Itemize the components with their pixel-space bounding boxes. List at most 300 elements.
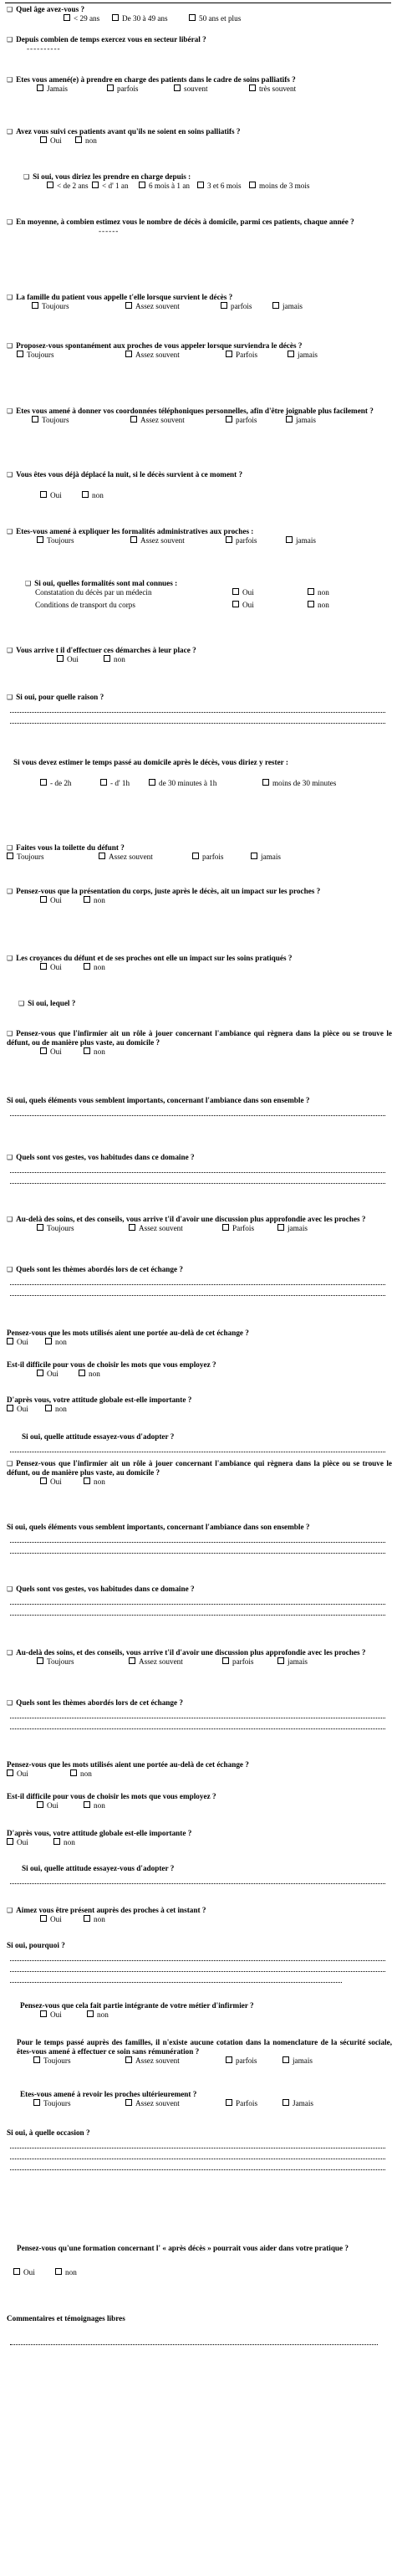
question-text: ❑ Les croyances du défunt et de ses proches ont elle un impact sur les soins pratiqués ? (7, 954, 392, 963)
option: jamais (277, 1224, 308, 1233)
question-years-liberal (0, 35, 397, 54)
question-text: ❑ Etes-vous amené à expliquer les formalités administratives aux proches : (7, 527, 392, 536)
option: < de 2 ans (47, 182, 89, 191)
question-text: ❑ Etes vous amené à donner vos coordonnées téléphoniques personnelles, afin d'être joignable plus facilement ? (7, 407, 392, 416)
question-text: Pour le temps passé auprès des familles, il n'existe aucune cotation dans la nomenclature de la sécurité sociale, êtes-vous amené à effectuer ce soin sans rémunération ? (17, 2038, 392, 2056)
checkbox[interactable] (40, 779, 47, 786)
question-ambiance-elements-1 (0, 1096, 397, 1116)
options-row (7, 14, 392, 23)
checkbox[interactable] (40, 1915, 47, 1922)
checkbox[interactable] (75, 136, 82, 143)
option: parfois (222, 1657, 254, 1667)
answer-line[interactable] (10, 1162, 385, 1173)
question-part-of-job (0, 2001, 397, 2020)
option: non (308, 601, 329, 610)
question-text: Si oui, quelle attitude essayez-vous d'adopter ? (22, 1864, 175, 1872)
answer-line[interactable] (10, 1950, 385, 1961)
question-ambiance-elements-2 (0, 1523, 397, 1554)
checkbox[interactable] (189, 14, 196, 21)
question-text: Si oui, pourquoi ? (7, 1941, 65, 1949)
checkbox[interactable] (33, 2056, 40, 2063)
option: Assez souvent (99, 853, 153, 862)
option: Toujours (7, 853, 44, 862)
option: Assez souvent (130, 416, 185, 425)
question-words-impact-2 (0, 1760, 397, 1779)
checkbox[interactable] (125, 2099, 132, 2106)
question-time-spent (0, 758, 397, 788)
option: Toujours (33, 2056, 71, 2066)
question-deaths-per-year (0, 218, 397, 236)
option: jamais (288, 351, 318, 360)
subrow-2 (35, 601, 392, 610)
checkbox[interactable] (112, 14, 119, 21)
option: - de 2h (40, 779, 72, 788)
option: non (82, 491, 104, 500)
option: jamais (277, 1657, 308, 1667)
question-beliefs-impact (0, 954, 397, 972)
option: non (84, 896, 105, 905)
option: Toujours (37, 1657, 74, 1667)
checkbox[interactable] (130, 416, 137, 423)
question-attitude-adopt-2 (0, 1864, 397, 1884)
question-text: ❑ Depuis combien de temps exercez vous en secteur libéral ? (7, 35, 392, 44)
question-text: ❑ Etes vous amené(e) à prendre en charge des patients dans le cadre de soins palliatifs ? (7, 75, 392, 85)
answer-line[interactable] (10, 1605, 385, 1616)
question-age (0, 5, 397, 23)
checkbox[interactable] (82, 491, 89, 498)
checkbox[interactable] (7, 1338, 13, 1344)
option: 6 mois à 1 an (139, 182, 190, 191)
option: Oui (7, 1769, 28, 1779)
option: de 30 minutes à 1h (149, 779, 216, 788)
options-row (7, 2268, 392, 2277)
checkbox[interactable] (232, 601, 239, 607)
question-deeper-discussion-1 (0, 1215, 397, 1233)
checkbox[interactable] (125, 351, 132, 357)
checkbox[interactable] (7, 1838, 13, 1845)
options-row (7, 1769, 392, 1779)
checkbox[interactable] (45, 1338, 52, 1344)
question-themes-1 (0, 1265, 397, 1296)
question-ambiance-role-1 (0, 1029, 397, 1057)
option: Toujours (32, 302, 69, 311)
question-attitude-important-2 (0, 1829, 397, 1847)
answer-line[interactable] (10, 2148, 385, 2159)
option: Toujours (37, 536, 74, 545)
checkbox[interactable] (226, 2056, 232, 2063)
option: Oui (37, 1801, 59, 1810)
options-row (7, 2099, 392, 2108)
options-row (7, 1338, 392, 1347)
question-text: Pensez-vous que cela fait partie intégrante de votre métier d'infirmier ? (20, 2001, 254, 2010)
options-row (7, 2056, 392, 2066)
subrow-1 (35, 588, 392, 597)
question-gestures-2 (0, 1585, 397, 1616)
checkbox[interactable] (192, 853, 199, 859)
question-text: ❑ Vous arrive t il d'effectuer ces démarches à leur place ? (7, 646, 392, 655)
answer-line[interactable] (10, 1708, 385, 1718)
checkbox[interactable] (286, 416, 293, 423)
option: non (53, 1838, 75, 1847)
checkbox[interactable] (45, 1405, 52, 1411)
checkbox[interactable] (226, 351, 232, 357)
checkbox[interactable] (232, 588, 239, 595)
option: Oui (40, 963, 62, 972)
checkbox[interactable] (251, 853, 257, 859)
options-row (7, 655, 392, 664)
checkbox[interactable] (149, 779, 155, 786)
option: - d' 1h (100, 779, 130, 788)
option: non (55, 2268, 77, 2277)
option: non (45, 1405, 67, 1414)
checkbox[interactable] (40, 136, 47, 143)
checkbox[interactable] (17, 351, 23, 357)
question-text: ❑ Quels sont vos gestes, vos habitudes dans ce domaine ? (7, 1153, 392, 1162)
question-do-procedures (0, 646, 397, 664)
question-phone-coordinates (0, 407, 397, 425)
answer-line[interactable] (10, 2159, 385, 2170)
option: Oui (40, 136, 62, 146)
option: 3 et 6 mois (197, 182, 242, 191)
options-row (7, 1370, 392, 1379)
option: non (70, 1769, 92, 1779)
answer-line[interactable] (10, 1961, 385, 1972)
checkbox[interactable] (104, 655, 110, 662)
answer-line[interactable] (10, 1274, 385, 1285)
options-row (7, 136, 392, 146)
question-text: Si oui, quels éléments vous semblent importants, concernant l'ambiance dans son ensemble ? (7, 1523, 310, 1531)
answer-line[interactable] (10, 2138, 385, 2148)
checkbox[interactable] (286, 536, 293, 543)
options-row (7, 85, 392, 94)
option: Parfois (226, 2099, 257, 2108)
checkbox[interactable] (129, 1657, 135, 1664)
checkbox[interactable] (37, 1657, 43, 1664)
option: Oui (232, 588, 254, 597)
checkbox[interactable] (277, 1224, 284, 1231)
option: jamais (272, 302, 303, 311)
option: Toujours (32, 416, 69, 425)
option: non (84, 1477, 105, 1487)
option: jamais (282, 2056, 313, 2066)
question-like-presence (0, 1906, 397, 1924)
option: Oui (40, 896, 62, 905)
checkbox[interactable] (130, 536, 137, 543)
answer-line[interactable] (10, 1718, 385, 1729)
option: Toujours (37, 1224, 74, 1233)
question-ambiance-role-2 (0, 1459, 397, 1487)
option: Oui (40, 1047, 62, 1057)
answer-line[interactable] (10, 1594, 385, 1605)
checkbox[interactable] (57, 655, 64, 662)
question-text: ❑ Avez vous suivi ces patients avant qu'ils ne soient en soins palliatifs ? (7, 127, 392, 136)
option: jamais (251, 853, 281, 862)
option: Oui (57, 655, 79, 664)
checkbox[interactable] (87, 2010, 94, 2017)
option: Toujours (33, 2099, 71, 2108)
question-body-toilet (0, 843, 397, 862)
option: parfois (226, 536, 257, 545)
question-text: ❑ Vous êtes vous déjà déplacé la nuit, si le décès survient à ce moment ? (7, 470, 392, 479)
option: < 29 ans (64, 14, 99, 23)
checkbox[interactable] (282, 2056, 289, 2063)
checkbox[interactable] (139, 182, 145, 188)
options-row (7, 182, 392, 191)
answer-dashes: ------ (99, 227, 120, 235)
option: non (84, 1047, 105, 1057)
subrow-label: Constatation du décès par un médecin (35, 588, 152, 597)
option: Assez souvent (129, 1657, 183, 1667)
question-text: Pensez-vous que les mots utilisés aient une portée au-delà de cet échange ? (7, 1329, 249, 1337)
answer-line[interactable] (10, 1543, 385, 1554)
free-comments-heading: Commentaires et témoignages libres (7, 2314, 125, 2322)
question-text: ❑ Au-delà des soins, et des conseils, vous arrive t'il d'avoir une discussion plus approfondie avec les proches ? (7, 1648, 392, 1657)
options-row (7, 963, 392, 972)
option: Oui (7, 1838, 28, 1847)
option: Jamais (282, 2099, 313, 2108)
option: jamais (286, 536, 316, 545)
checkbox[interactable] (40, 491, 47, 498)
checkbox[interactable] (7, 1405, 13, 1411)
option: Oui (40, 1915, 62, 1924)
checkbox[interactable] (249, 85, 256, 91)
option: jamais (286, 416, 316, 425)
checkbox[interactable] (13, 2268, 20, 2275)
question-training (0, 2244, 397, 2277)
option: non (308, 588, 329, 597)
checkbox[interactable] (84, 1801, 90, 1808)
option: Jamais (37, 85, 68, 94)
checkbox[interactable] (32, 302, 38, 309)
options-row (7, 536, 392, 545)
question-text: Etes-vous amené à revoir les proches ultérieurement ? (20, 2090, 197, 2098)
option: Assez souvent (125, 351, 180, 360)
checkbox[interactable] (84, 1915, 90, 1922)
checkbox[interactable] (64, 14, 70, 21)
free-comments-area[interactable] (10, 2334, 378, 2345)
option: 50 ans et plus (189, 14, 241, 23)
question-text: ❑ Si oui, vous diriez les prendre en charge depuis : (7, 172, 392, 182)
question-text: ❑ Pensez-vous que l'infirmier ait un rôle à jouer concernant l'ambiance qui règnera dans la pièce ou se trouve le défunt, ou de manière plus vaste, au domicile ? (7, 1459, 392, 1477)
options-row (7, 1657, 392, 1667)
checkbox[interactable] (197, 182, 204, 188)
options-row (7, 302, 392, 311)
checkbox[interactable] (37, 85, 43, 91)
question-propose-call (0, 341, 397, 360)
checkbox[interactable] (37, 1224, 43, 1231)
option: Assez souvent (129, 1224, 183, 1233)
checkbox[interactable] (32, 416, 38, 423)
checkbox[interactable] (70, 1769, 77, 1776)
option: Parfois (226, 351, 257, 360)
options-row (7, 896, 392, 905)
checkbox[interactable] (84, 963, 90, 970)
question-text: ❑ Proposez-vous spontanément aux proches de vous appeler lorsque surviendra le décès ? (7, 341, 392, 351)
option: Parfois (222, 1224, 254, 1233)
question-themes-2 (0, 1698, 397, 1729)
option: moins de 3 mois (249, 182, 310, 191)
option: Assez souvent (125, 2056, 180, 2066)
option: non (45, 1338, 67, 1347)
subrow-label: Conditions de transport du corps (35, 601, 135, 609)
options-row (7, 1047, 392, 1057)
option: Assez souvent (125, 302, 180, 311)
question-why (0, 1941, 397, 1983)
checkbox[interactable] (226, 416, 232, 423)
question-text: ❑ Aimez vous être présent auprès des proches à cet instant ? (7, 1906, 392, 1915)
checkbox[interactable] (37, 1370, 43, 1376)
checkbox[interactable] (84, 1477, 90, 1484)
question-unknown-formalities (0, 579, 397, 610)
option: Assez souvent (125, 2099, 180, 2108)
answer-line[interactable] (10, 1442, 385, 1452)
question-attitude-adopt-1 (0, 1432, 397, 1452)
question-text: ❑ Pensez-vous que l'infirmier ait un rôle à jouer concernant l'ambiance qui règnera dans la pièce ou se trouve le défunt, ou de manière plus vaste, au domicile ? (7, 1029, 392, 1047)
question-text: Pensez-vous qu'une formation concernant l' « après décès » pourrait vous aider dans votre pratique ? (17, 2244, 349, 2252)
question-attitude-important-1 (0, 1396, 397, 1414)
checkbox[interactable] (37, 1801, 43, 1808)
checkbox[interactable] (222, 1657, 229, 1664)
question-text: ❑ Quels sont les thèmes abordés lors de cet échange ? (7, 1265, 392, 1274)
option: Oui (40, 1477, 62, 1487)
question-since-when (0, 172, 397, 191)
question-text: ❑ Quel âge avez-vous ? (7, 5, 392, 14)
checkbox[interactable] (47, 182, 53, 188)
options-row (7, 491, 392, 500)
option: Toujours (17, 351, 54, 360)
question-text: ❑ Quels sont les thèmes abordés lors de cet échange ? (7, 1698, 392, 1708)
checkbox[interactable] (79, 1370, 85, 1376)
question-text: ❑ La famille du patient vous appelle t'elle lorsque survient le décès ? (7, 293, 392, 302)
checkbox[interactable] (40, 896, 47, 903)
checkbox[interactable] (40, 2010, 47, 2017)
checkbox[interactable] (282, 2099, 289, 2106)
option: parfois (226, 2056, 257, 2066)
option: Oui (13, 2268, 35, 2277)
answer-line[interactable] (10, 1285, 385, 1296)
option: non (75, 136, 97, 146)
option: non (87, 2010, 109, 2020)
question-text: Si oui, quels éléments vous semblent importants, concernant l'ambiance dans son ensemble ? (7, 1096, 310, 1104)
checkbox[interactable] (226, 536, 232, 543)
question-text: ❑ Quels sont vos gestes, vos habitudes dans ce domaine ? (7, 1585, 392, 1594)
checkbox[interactable] (33, 2099, 40, 2106)
answer-line[interactable] (10, 702, 385, 713)
answer-dashes: ---------- (27, 44, 61, 53)
options-row (7, 351, 392, 360)
answer-line[interactable] (10, 1173, 385, 1184)
checkbox[interactable] (40, 1047, 47, 1054)
question-text: Est-il difficile pour vous de choisir les mots que vous employez ? (7, 1360, 216, 1369)
options-row (7, 1838, 392, 1847)
checkbox[interactable] (308, 588, 314, 595)
checkbox[interactable] (84, 1047, 90, 1054)
question-family-calls (0, 293, 397, 311)
question-palliative-care (0, 75, 397, 94)
options-row (7, 1224, 392, 1233)
checkbox[interactable] (262, 779, 269, 786)
checkbox[interactable] (92, 182, 99, 188)
question-text: Est-il difficile pour vous de choisir les mots que vous employez ? (7, 1792, 216, 1800)
question-followed-before (0, 127, 397, 146)
options-row (7, 1477, 392, 1487)
checkbox[interactable] (55, 2268, 62, 2275)
checkbox[interactable] (40, 963, 47, 970)
checkbox[interactable] (125, 302, 132, 309)
answer-line[interactable] (10, 713, 385, 724)
checkbox[interactable] (107, 85, 114, 91)
checkbox[interactable] (221, 302, 227, 309)
checkbox[interactable] (222, 1224, 229, 1231)
checkbox[interactable] (84, 896, 90, 903)
option: parfois (221, 302, 252, 311)
option: Oui (7, 1338, 28, 1347)
option: Oui (40, 2010, 62, 2020)
checkbox[interactable] (7, 1769, 13, 1776)
checkbox[interactable] (129, 1224, 135, 1231)
checkbox[interactable] (308, 601, 314, 607)
checkbox[interactable] (99, 853, 105, 859)
option: non (79, 1370, 100, 1379)
question-text: D'après vous, votre attitude globale est-elle importante ? (7, 1829, 192, 1837)
checkbox[interactable] (288, 351, 294, 357)
question-text: ❑ Au-delà des soins, et des conseils, vous arrive t'il d'avoir une discussion plus approfondie avec les proches ? (7, 1215, 392, 1224)
checkbox[interactable] (53, 1838, 60, 1845)
option: Oui (40, 491, 62, 500)
checkbox[interactable] (249, 182, 256, 188)
question-admin-formalities (0, 527, 397, 545)
option: moins de 30 minutes (262, 779, 336, 788)
question-word-choice-1 (0, 1360, 397, 1379)
option: parfois (226, 416, 257, 425)
checkbox[interactable] (7, 853, 13, 859)
options-row (7, 853, 392, 862)
checkbox[interactable] (40, 1477, 47, 1484)
checkbox[interactable] (272, 302, 279, 309)
checkbox[interactable] (277, 1657, 284, 1664)
question-which-occasion (0, 2128, 397, 2170)
question-text: ❑ Si oui, quelles formalités sont mal connues : (7, 579, 392, 588)
checkbox[interactable] (37, 536, 43, 543)
question-night-visit (0, 470, 397, 500)
answer-line[interactable] (10, 1105, 385, 1116)
checkbox[interactable] (100, 779, 107, 786)
option: Oui (37, 1370, 59, 1379)
answer-line[interactable] (10, 1972, 342, 1983)
checkbox[interactable] (226, 2099, 232, 2106)
option: parfois (107, 85, 139, 94)
question-text: Si vous devez estimer le temps passé au domicile après le décès, vous diriez y rester : (13, 758, 288, 766)
option: Assez souvent (130, 536, 185, 545)
answer-line[interactable] (10, 1873, 385, 1884)
option: souvent (174, 85, 208, 94)
option: non (84, 1915, 105, 1924)
option: non (104, 655, 125, 664)
question-deeper-discussion-2 (0, 1648, 397, 1667)
checkbox[interactable] (125, 2056, 132, 2063)
option: < d' 1 an (92, 182, 129, 191)
question-words-impact-1 (0, 1329, 397, 1347)
answer-line[interactable] (10, 1532, 385, 1543)
question-text: ❑ Pensez-vous que la présentation du corps, juste après le décès, ait un impact sur les proches ? (7, 887, 392, 896)
question-which-one (0, 999, 397, 1008)
question-text: Si oui, quelle attitude essayez-vous d'adopter ? (22, 1432, 175, 1441)
checkbox[interactable] (174, 85, 181, 91)
option: non (84, 1801, 105, 1810)
question-see-relatives-later (0, 2090, 397, 2108)
option: Oui (7, 1405, 28, 1414)
options-row (7, 2010, 392, 2020)
